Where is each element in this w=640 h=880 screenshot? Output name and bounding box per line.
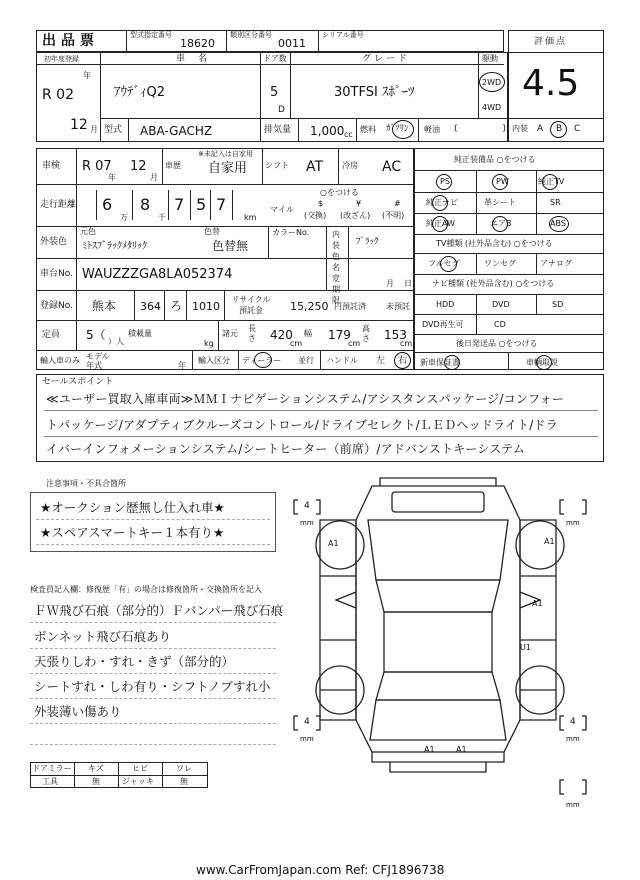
first-reg-nen: 年 [83, 71, 91, 80]
load-label: 積載量 [128, 329, 152, 338]
diesel-label: 軽油 [424, 125, 440, 134]
damage-mark: A1 [328, 539, 339, 548]
equip-tv: 純正TV [538, 177, 565, 186]
interior-label: 内装 [512, 124, 528, 133]
evaluation-label: 評価点 [534, 37, 568, 47]
car-name-label: 車 名 [176, 54, 210, 64]
drive-label: 駆動 [482, 54, 498, 63]
sales-point-line: トパッケージ/アダプティブクルーズコントロール/ドライブセレクト/ＬＥＤヘッドライト/ドラ [46, 418, 558, 432]
name-change-day: 日 [404, 279, 412, 288]
inspector-line: 天張りしわ・すれ・きず（部分的） [34, 654, 235, 669]
import-label: 輸入車のみ [40, 356, 80, 365]
tire-rr-depth: 4 [570, 717, 576, 727]
parts-header: ヒビ [132, 764, 148, 773]
displacement-value: 1,000 [310, 124, 345, 138]
length-value: 420 [270, 328, 293, 342]
tv-analog: アナログ [540, 259, 572, 268]
later-title: 後日発送品 ○をつける [456, 339, 538, 348]
diesel-brackets: ( ) [454, 124, 507, 134]
capacity-value: 5（ [86, 328, 106, 342]
inspector-line: シートすれ・しわ有り・シフトノブすれ小 [34, 679, 271, 694]
distance-digit: 7 [174, 195, 185, 214]
first-reg-getsu: 月 [90, 125, 98, 134]
model-year-label: モデル年式 [86, 352, 110, 370]
history-note: ※未記入は自家用 [198, 150, 253, 158]
tire-rr-mm: mm [566, 735, 580, 743]
tv-oneseg: ワンセグ [484, 259, 516, 268]
notes-line: ★スペアスマートキー１本有り★ [40, 525, 225, 540]
name-change-month: 月 [386, 279, 394, 288]
parts-cell: ジャッキ [122, 777, 154, 786]
tire-fl-mm: mm [300, 519, 314, 527]
notes-line: ★オークション歴無し仕入れ車★ [40, 500, 225, 515]
interior-grade-b: B [556, 124, 563, 134]
displacement-label: 排気量 [264, 125, 292, 135]
shift-value: AT [306, 159, 324, 175]
later-warranty: 新車保証書 [420, 358, 460, 367]
color-no-label: カラーNo. [272, 228, 310, 237]
distance-digit: 6 [102, 195, 113, 214]
drive-4wd: 4WD [482, 103, 502, 112]
page-title: 出品票 [42, 33, 99, 49]
first-reg-label: 初年度登録 [44, 55, 79, 63]
tire-rl-mm: mm [300, 735, 314, 743]
parts-cell: 工具 [42, 777, 58, 786]
inspector-line: ボンネット飛び石痕あり [34, 629, 172, 644]
capacity-unit: ）人 [108, 337, 124, 346]
shaken-label: 車検 [42, 161, 61, 171]
inspector-line: 外装薄い傷あり [34, 704, 122, 719]
original-color-value: ﾐﾄｽﾌﾞﾗｯｸﾒﾀﾘｯｸ [82, 241, 147, 252]
import-class-label: 輸入区分 [198, 356, 230, 365]
reg-number: 1010 [192, 300, 220, 313]
damage-mark: A1 [424, 745, 435, 754]
first-reg-month: 12 [70, 117, 88, 133]
ac-value: AC [382, 159, 402, 175]
damage-mark: A1 [532, 599, 543, 608]
load-kg: kg [204, 339, 214, 348]
class-value: 0011 [278, 37, 306, 50]
shaken-era: R 07 [82, 159, 112, 174]
distance-digit: 5 [196, 195, 207, 214]
equip-navi: 純正ナビ [426, 198, 458, 207]
shift-label: シフト [265, 161, 289, 170]
interior-color-label: 内装色 [332, 230, 340, 261]
interior-color-value: ﾌﾞﾗｯｸ [356, 237, 379, 247]
fuel-label: 燃料 [360, 125, 376, 134]
type-value: 18620 [180, 37, 215, 50]
door-value: 5 [270, 85, 279, 100]
reg-class: 364 [140, 300, 161, 313]
model-value: ABA-GACHZ [140, 124, 213, 138]
model-label: 型式 [104, 125, 123, 135]
size-label: 諸元 [222, 329, 238, 338]
sales-point-line: イバーインフォメーションシステム/シートヒーター（前席）/アドバンストキーシステム [46, 442, 525, 456]
tamper-symbol: ¥ [356, 199, 362, 208]
tv-fullseg: フルセグ [428, 259, 460, 268]
navi-cd: CD [494, 320, 506, 329]
door-label: ドア数 [263, 54, 287, 63]
equip-leather: 革シート [484, 198, 516, 207]
navi-dvd-play: DVD再生可 [422, 320, 464, 329]
reg-kana: ろ [170, 299, 183, 313]
height-value: 153 [384, 328, 407, 342]
dealer-label: ディーラー [242, 356, 282, 365]
parts-header: ドアミラー [32, 764, 72, 773]
length-label: 長さ [248, 324, 256, 343]
later-manual: 車輌取説 [526, 358, 558, 367]
distance-sen: 千 [158, 213, 166, 222]
distance-km: km [244, 213, 257, 222]
vin-label: 車台No. [40, 269, 73, 279]
width-label: 幅 [304, 329, 312, 338]
equip-sr: SR [550, 198, 561, 207]
distance-man: 万 [120, 213, 128, 222]
parts-header: ワレ [176, 764, 192, 773]
ac-label: 冷房 [342, 161, 358, 170]
interior-grade-a: A [537, 124, 544, 134]
equipment-title: 純正装備品 ○をつける [454, 155, 536, 164]
name-change-label: 名変期限 [332, 263, 340, 305]
shaken-month: 12 [130, 159, 147, 174]
equip-airbag: エアB [490, 219, 512, 228]
shaken-getsu: 月 [150, 173, 158, 182]
vin-value: WAUZZZGA8LA052374 [82, 267, 233, 282]
recycle-label: リサイクル預託金 [231, 295, 271, 315]
inspector-title: 検査員記入欄：修復歴「有」の場合は修復箇所・交換箇所を記入 [30, 585, 262, 594]
parts-header: キズ [88, 764, 104, 773]
tv-type-title: TV種類 (社外品含む) ○をつける [436, 239, 553, 248]
tire-rl-depth: 4 [304, 717, 310, 727]
notes-title: 注意事項・不具合箇所 [46, 479, 126, 488]
recycle-value: 15,250 [290, 300, 329, 313]
inspector-line: ＦＷ飛び石痕（部分的）Ｆバンパー飛び石痕 [34, 603, 284, 618]
mile-label: マイル [270, 205, 294, 214]
original-color-label: 元色 [80, 227, 96, 236]
spare-tire-mm: mm [566, 801, 580, 809]
damage-mark: U1 [520, 643, 531, 652]
handle-label: ハンドル [326, 356, 358, 365]
equip-pw: PW [496, 177, 509, 186]
sales-point-line: ≪ユーザー買取入庫車両≫ＭＭＩナビゲーションシステム/アシスタンスパッケージ/コンフォー [46, 392, 564, 406]
height-label: 高さ [362, 324, 370, 343]
width-value: 179 [328, 328, 351, 342]
type-label: 型式指定番号 [130, 31, 172, 39]
reg-label: 登録No. [40, 301, 73, 311]
unknown-symbol: # [394, 199, 401, 208]
door-suffix: D [278, 105, 285, 115]
displacement-unit: cc [344, 130, 353, 139]
length-cm: cm [290, 339, 303, 348]
navi-sd: SD [552, 300, 564, 309]
exchange-symbol: $ [318, 199, 324, 208]
equip-ps: PS [440, 177, 450, 186]
interior-grade-c: C [574, 124, 581, 134]
damage-mark: A1 [544, 537, 555, 546]
distance-label: 走行距離 [40, 200, 77, 210]
reg-place: 熊本 [92, 299, 117, 313]
capacity-label: 定員 [42, 330, 61, 340]
footer-reference: www.CarFromJapan.com Ref: CFJ1896738 [196, 863, 445, 877]
recycle-unit: 円預託済 [334, 302, 366, 311]
tire-fl-depth: 4 [304, 501, 310, 511]
sales-point-title: セールスポイント [42, 377, 114, 387]
first-reg-era: R 02 [42, 87, 74, 103]
width-cm: cm [348, 339, 361, 348]
distance-digit: 7 [216, 195, 227, 214]
recycle-not-deposited: 未預託 [386, 302, 410, 311]
parts-cell: 無 [92, 777, 100, 786]
color-label: 外装色 [40, 237, 68, 247]
height-cm: cm [400, 339, 413, 348]
damage-mark: A1 [456, 745, 467, 754]
navi-hdd: HDD [436, 300, 455, 309]
car-name-value: ｱｳﾃﾞｨQ2 [114, 85, 166, 100]
color-change-value: 色替無 [212, 239, 249, 253]
model-year-nen: 年 [178, 361, 186, 370]
grade-value: 30TFSI ｽﾎﾟｰﾂ [334, 85, 415, 100]
mile-circle-note: ○をつける [320, 188, 359, 197]
parts-cell: 無 [180, 777, 188, 786]
equip-abs: ABS [550, 219, 566, 228]
parallel-label: 並行 [298, 356, 314, 365]
shaken-nen: 年 [108, 173, 116, 182]
exchange-label: (交換) [304, 211, 327, 220]
navi-dvd: DVD [492, 300, 510, 309]
distance-digit: 8 [140, 195, 151, 214]
history-label: 車歴 [165, 161, 181, 170]
handle-right: 右 [398, 356, 408, 366]
tire-fr-mm: mm [566, 519, 580, 527]
tamper-label: (改ざん) [340, 211, 371, 220]
unknown-label: (不明) [382, 211, 405, 220]
grade-label: グレード [362, 54, 411, 64]
fuel-value: ｶﾞｿﾘﾝ [386, 124, 409, 134]
class-label: 類別区分番号 [230, 31, 272, 39]
evaluation-score: 4.5 [522, 63, 580, 104]
history-value: 自家用 [208, 161, 248, 176]
drive-2wd: 2WD [482, 78, 502, 87]
handle-left: 左 [376, 356, 386, 366]
serial-label: シリアル番号 [322, 31, 364, 39]
equip-aw: 純正AW [426, 219, 455, 228]
navi-type-title: ナビ種類 (社外品含む) ○をつける [432, 279, 555, 288]
color-change-label: 色替 [204, 227, 220, 236]
